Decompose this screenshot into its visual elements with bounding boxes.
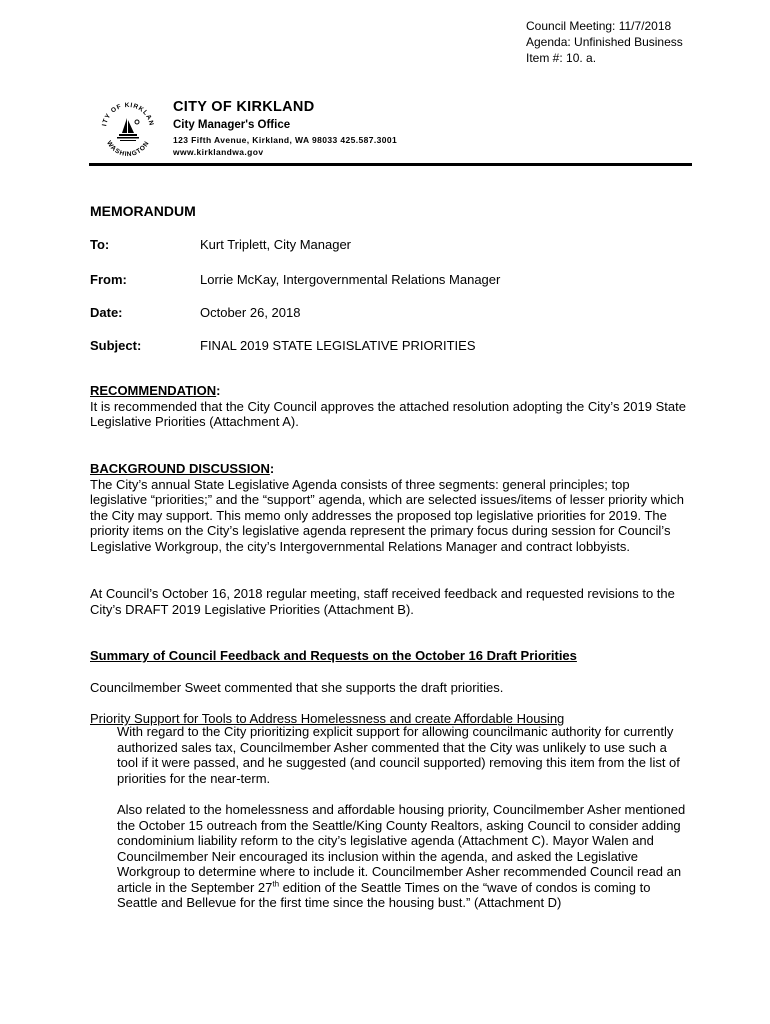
background-para-1: The City’s annual State Legislative Agenda consists of three segments: general principles; top legislative “priorities;” and the “support” agenda, which are selected issues/items of lesser priority which the City may support. This memo only addresses the proposed top legislative priorities for 2019. The priority items on the City’s legislative agenda represent the primary focus during session for Council’s Legislative Workgroup, the city’s Intergovernmental Relations Manager and contract lobbyists. (90, 476, 684, 554)
meeting-info (526, 18, 683, 66)
subject-label: Subject: (90, 338, 142, 353)
background-para-2: At Council’s October 16, 2018 regular meeting, staff received feedback and requested revisions to the City’s DRAFT 2019 Legislative Priorities (Attachment B). (90, 586, 675, 617)
office-name: City Manager's Office (173, 119, 291, 131)
to-value: Kurt Triplett, City Manager (200, 237, 351, 252)
date-label: Date: (90, 305, 123, 320)
recommendation-heading (90, 383, 690, 399)
priority-heading: Priority Support for Tools to Address Homelessness and create Affordable Housing (90, 711, 565, 726)
priority-para-2-a: Also related to the homelessness and affordable housing priority, Councilmember Asher mentioned the October 15 outreach from the Seattle/King County Realtors, asking Council to consider adding condominium liability reform to the city’s legislative agenda (Attachment C). Mayor Walen and Councilmember Neir encouraged its inclusion within the agenda, and asked the Legislative Workgroup to determine where to include it. Councilmember Asher recommended Council read an article in the September 27 (117, 802, 686, 895)
priority-para-2-sup: th (272, 879, 280, 889)
svg-text:WASHINGTON (105, 140, 151, 158)
memo-title: MEMORANDUM (90, 203, 196, 219)
from-label: From: (90, 272, 127, 287)
website: www.kirklandwa.gov (173, 147, 264, 157)
meeting-item: Item #: 10. a. (526, 51, 597, 65)
priority-para-1: With regard to the City prioritizing explicit support for allowing councilmanic authority for currently authorized sales tax, Councilmember Asher commented that the City was unlikely to use such a tool if it were passed, and he suggested (and council supported) removing this item from the list of priorities for the near-term. (117, 724, 680, 786)
date-value: October 26, 2018 (200, 305, 301, 320)
meeting-date: Council Meeting: 11/7/2018 (526, 19, 672, 33)
priority-para-2-b: edition of the Seattle Times on the “wave of condos is coming to Seattle and Bellevue for the first time since the housing bust.” (Attachment D) (117, 879, 651, 910)
address: 123 Fifth Avenue, Kirkland, WA 98033 425.587.3001 (173, 135, 398, 145)
recommendation-text: It is recommended that the City Council approves the attached resolution adopting the City’s 2019 State Legislative Priorities (Attachment A). (90, 398, 686, 429)
subject-value: FINAL 2019 STATE LEGISLATIVE PRIORITIES (200, 338, 476, 353)
letterhead-divider (89, 163, 692, 166)
background-section (90, 461, 690, 554)
city-name: CITY OF KIRKLAND (173, 99, 315, 115)
city-seal-icon (97, 96, 159, 158)
seal-text-top: ITY OF KIRKLAN (101, 101, 155, 127)
recommendation-colon: : (216, 383, 221, 398)
summary-heading: Summary of Council Feedback and Requests on the October 16 Draft Priorities (90, 648, 577, 663)
priority-para-2 (117, 802, 687, 911)
recommendation-section (90, 383, 690, 430)
letterhead-contact (173, 134, 397, 158)
meeting-agenda: Agenda: Unfinished Business (526, 35, 683, 49)
to-label: To: (90, 237, 110, 252)
background-colon: : (269, 461, 275, 476)
background-heading-text: BACKGROUND DISCUSSION (90, 461, 270, 476)
recommendation-heading-text: RECOMMENDATION (90, 383, 217, 398)
from-value: Lorrie McKay, Intergovernmental Relations Manager (200, 272, 501, 287)
seal-text-bottom: WASHINGTON (105, 139, 151, 158)
sweet-comment: Councilmember Sweet commented that she supports the draft priorities. (90, 680, 504, 695)
background-heading (90, 461, 690, 477)
